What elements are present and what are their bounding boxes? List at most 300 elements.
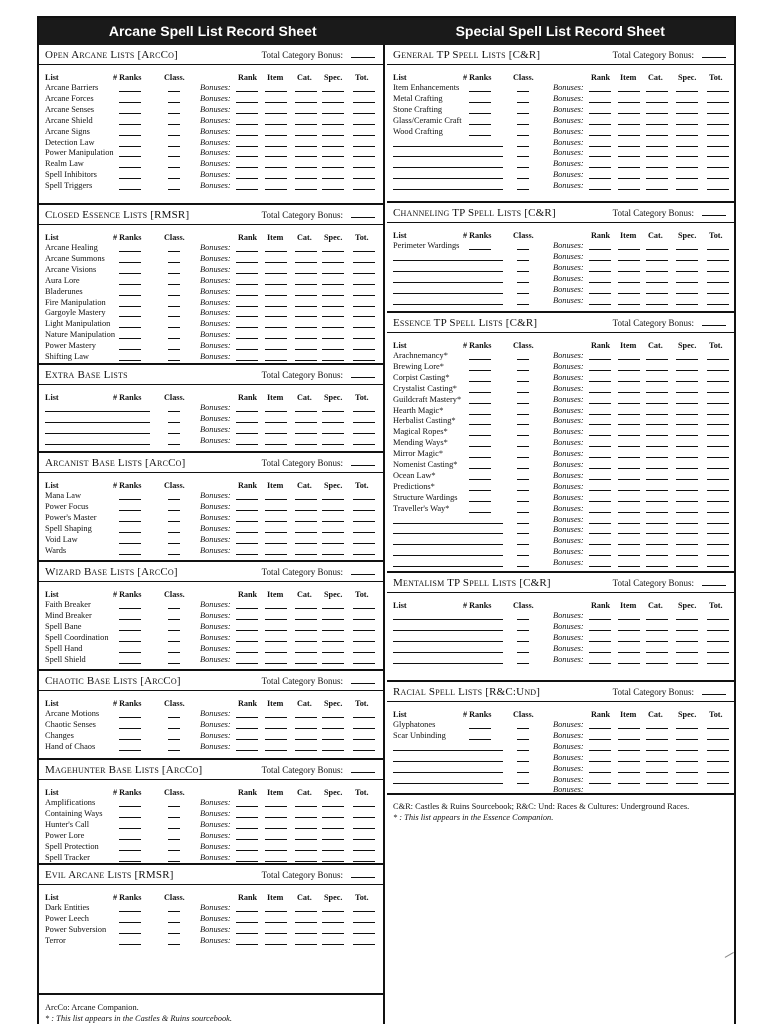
ranks-field[interactable] [469, 381, 491, 382]
cat-bonus-field[interactable] [295, 739, 317, 740]
spec-bonus-field[interactable] [322, 510, 344, 511]
cat-bonus-field[interactable] [295, 861, 317, 862]
class-field[interactable] [517, 135, 529, 136]
class-field[interactable] [517, 414, 529, 415]
item-bonus-field[interactable] [265, 944, 287, 945]
class-field[interactable] [168, 817, 180, 818]
ranks-field[interactable] [469, 772, 491, 773]
tot-bonus-field[interactable] [353, 933, 375, 934]
spec-bonus-field[interactable] [676, 501, 698, 502]
cat-bonus-field[interactable] [646, 479, 668, 480]
ranks-field[interactable] [119, 652, 141, 653]
rank-bonus-field[interactable] [589, 304, 611, 305]
item-bonus-field[interactable] [265, 630, 287, 631]
item-bonus-field[interactable] [618, 652, 640, 653]
item-bonus-field[interactable] [618, 304, 640, 305]
cat-bonus-field[interactable] [295, 433, 317, 434]
rank-bonus-field[interactable] [236, 124, 258, 125]
tot-bonus-field[interactable] [353, 532, 375, 533]
ranks-field[interactable] [119, 817, 141, 818]
rank-bonus-field[interactable] [236, 338, 258, 339]
tot-bonus-field[interactable] [353, 178, 375, 179]
ranks-field[interactable] [469, 490, 491, 491]
ranks-field[interactable] [469, 249, 491, 250]
cat-bonus-field[interactable] [646, 501, 668, 502]
tot-bonus-field[interactable] [707, 156, 729, 157]
tot-bonus-field[interactable] [707, 446, 729, 447]
total-category-bonus-field[interactable] [351, 465, 375, 466]
tot-bonus-field[interactable] [707, 178, 729, 179]
tot-bonus-field[interactable] [353, 251, 375, 252]
spec-bonus-field[interactable] [322, 750, 344, 751]
class-field[interactable] [168, 717, 180, 718]
total-category-bonus-field[interactable] [351, 57, 375, 58]
class-field[interactable] [517, 555, 529, 556]
class-field[interactable] [168, 630, 180, 631]
rank-bonus-field[interactable] [589, 424, 611, 425]
class-field[interactable] [168, 295, 180, 296]
rank-bonus-field[interactable] [236, 933, 258, 934]
tot-bonus-field[interactable] [707, 435, 729, 436]
ranks-field[interactable] [119, 273, 141, 274]
spec-bonus-field[interactable] [322, 828, 344, 829]
ranks-field[interactable] [119, 499, 141, 500]
spec-bonus-field[interactable] [676, 468, 698, 469]
ranks-field[interactable] [119, 839, 141, 840]
rank-bonus-field[interactable] [589, 739, 611, 740]
item-bonus-field[interactable] [265, 146, 287, 147]
ranks-field[interactable] [119, 360, 141, 361]
item-bonus-field[interactable] [265, 554, 287, 555]
spec-bonus-field[interactable] [322, 922, 344, 923]
spec-bonus-field[interactable] [322, 433, 344, 434]
class-field[interactable] [517, 772, 529, 773]
tot-bonus-field[interactable] [707, 370, 729, 371]
class-field[interactable] [517, 91, 529, 92]
cat-bonus-field[interactable] [295, 911, 317, 912]
ranks-field[interactable] [119, 554, 141, 555]
spec-bonus-field[interactable] [322, 543, 344, 544]
item-bonus-field[interactable] [265, 360, 287, 361]
spec-bonus-field[interactable] [322, 817, 344, 818]
item-bonus-field[interactable] [618, 641, 640, 642]
spec-bonus-field[interactable] [676, 555, 698, 556]
rank-bonus-field[interactable] [589, 135, 611, 136]
item-bonus-field[interactable] [618, 457, 640, 458]
spec-bonus-field[interactable] [676, 370, 698, 371]
item-bonus-field[interactable] [265, 444, 287, 445]
tot-bonus-field[interactable] [707, 146, 729, 147]
class-field[interactable] [168, 113, 180, 114]
spec-bonus-field[interactable] [676, 381, 698, 382]
item-bonus-field[interactable] [618, 293, 640, 294]
rank-bonus-field[interactable] [589, 282, 611, 283]
class-field[interactable] [168, 619, 180, 620]
tot-bonus-field[interactable] [353, 327, 375, 328]
class-field[interactable] [168, 316, 180, 317]
cat-bonus-field[interactable] [295, 306, 317, 307]
tot-bonus-field[interactable] [707, 652, 729, 653]
rank-bonus-field[interactable] [589, 772, 611, 773]
spec-bonus-field[interactable] [676, 793, 698, 794]
rank-bonus-field[interactable] [589, 490, 611, 491]
total-category-bonus-field[interactable] [702, 215, 726, 216]
tot-bonus-field[interactable] [353, 850, 375, 851]
cat-bonus-field[interactable] [646, 783, 668, 784]
spec-bonus-field[interactable] [322, 411, 344, 412]
class-field[interactable] [517, 663, 529, 664]
item-bonus-field[interactable] [265, 167, 287, 168]
item-bonus-field[interactable] [618, 146, 640, 147]
tot-bonus-field[interactable] [353, 652, 375, 653]
ranks-field[interactable] [119, 327, 141, 328]
rank-bonus-field[interactable] [589, 381, 611, 382]
ranks-field[interactable] [469, 156, 491, 157]
class-field[interactable] [517, 446, 529, 447]
class-field[interactable] [517, 113, 529, 114]
rank-bonus-field[interactable] [236, 433, 258, 434]
tot-bonus-field[interactable] [707, 663, 729, 664]
ranks-field[interactable] [469, 189, 491, 190]
cat-bonus-field[interactable] [646, 490, 668, 491]
item-bonus-field[interactable] [618, 630, 640, 631]
tot-bonus-field[interactable] [353, 641, 375, 642]
class-field[interactable] [168, 641, 180, 642]
spec-bonus-field[interactable] [322, 113, 344, 114]
rank-bonus-field[interactable] [589, 435, 611, 436]
spec-bonus-field[interactable] [322, 663, 344, 664]
class-field[interactable] [517, 490, 529, 491]
cat-bonus-field[interactable] [646, 750, 668, 751]
tot-bonus-field[interactable] [353, 156, 375, 157]
class-field[interactable] [517, 260, 529, 261]
ranks-field[interactable] [119, 284, 141, 285]
spec-bonus-field[interactable] [322, 91, 344, 92]
item-bonus-field[interactable] [265, 135, 287, 136]
spec-bonus-field[interactable] [322, 619, 344, 620]
item-bonus-field[interactable] [618, 435, 640, 436]
ranks-field[interactable] [119, 944, 141, 945]
class-field[interactable] [168, 178, 180, 179]
spec-bonus-field[interactable] [322, 944, 344, 945]
spec-bonus-field[interactable] [676, 566, 698, 567]
rank-bonus-field[interactable] [236, 739, 258, 740]
item-bonus-field[interactable] [265, 113, 287, 114]
rank-bonus-field[interactable] [589, 124, 611, 125]
cat-bonus-field[interactable] [646, 370, 668, 371]
cat-bonus-field[interactable] [646, 167, 668, 168]
cat-bonus-field[interactable] [295, 543, 317, 544]
class-field[interactable] [517, 619, 529, 620]
ranks-field[interactable] [469, 641, 491, 642]
tot-bonus-field[interactable] [707, 359, 729, 360]
class-field[interactable] [168, 327, 180, 328]
item-bonus-field[interactable] [265, 933, 287, 934]
class-field[interactable] [168, 338, 180, 339]
spec-bonus-field[interactable] [676, 739, 698, 740]
tot-bonus-field[interactable] [707, 630, 729, 631]
ranks-field[interactable] [119, 717, 141, 718]
rank-bonus-field[interactable] [589, 512, 611, 513]
cat-bonus-field[interactable] [295, 316, 317, 317]
item-bonus-field[interactable] [265, 817, 287, 818]
tot-bonus-field[interactable] [707, 728, 729, 729]
class-field[interactable] [517, 566, 529, 567]
rank-bonus-field[interactable] [236, 146, 258, 147]
rank-bonus-field[interactable] [589, 370, 611, 371]
rank-bonus-field[interactable] [236, 262, 258, 263]
item-bonus-field[interactable] [265, 124, 287, 125]
cat-bonus-field[interactable] [295, 146, 317, 147]
tot-bonus-field[interactable] [353, 306, 375, 307]
item-bonus-field[interactable] [265, 750, 287, 751]
class-field[interactable] [517, 178, 529, 179]
cat-bonus-field[interactable] [295, 124, 317, 125]
total-category-bonus-field[interactable] [351, 877, 375, 878]
spec-bonus-field[interactable] [676, 392, 698, 393]
spec-bonus-field[interactable] [676, 750, 698, 751]
spec-bonus-field[interactable] [676, 359, 698, 360]
ranks-field[interactable] [119, 663, 141, 664]
ranks-field[interactable] [119, 750, 141, 751]
tot-bonus-field[interactable] [707, 523, 729, 524]
rank-bonus-field[interactable] [589, 761, 611, 762]
cat-bonus-field[interactable] [646, 457, 668, 458]
ranks-field[interactable] [119, 850, 141, 851]
cat-bonus-field[interactable] [295, 262, 317, 263]
spec-bonus-field[interactable] [676, 457, 698, 458]
class-field[interactable] [517, 544, 529, 545]
tot-bonus-field[interactable] [353, 135, 375, 136]
rank-bonus-field[interactable] [236, 608, 258, 609]
tot-bonus-field[interactable] [707, 135, 729, 136]
cat-bonus-field[interactable] [646, 544, 668, 545]
rank-bonus-field[interactable] [236, 521, 258, 522]
rank-bonus-field[interactable] [236, 806, 258, 807]
item-bonus-field[interactable] [265, 156, 287, 157]
item-bonus-field[interactable] [265, 316, 287, 317]
cat-bonus-field[interactable] [295, 944, 317, 945]
cat-bonus-field[interactable] [646, 793, 668, 794]
rank-bonus-field[interactable] [236, 817, 258, 818]
rank-bonus-field[interactable] [589, 544, 611, 545]
tot-bonus-field[interactable] [353, 102, 375, 103]
rank-bonus-field[interactable] [236, 422, 258, 423]
spec-bonus-field[interactable] [676, 446, 698, 447]
tot-bonus-field[interactable] [707, 512, 729, 513]
spec-bonus-field[interactable] [322, 739, 344, 740]
spec-bonus-field[interactable] [676, 124, 698, 125]
cat-bonus-field[interactable] [646, 663, 668, 664]
ranks-field[interactable] [119, 411, 141, 412]
ranks-field[interactable] [119, 933, 141, 934]
cat-bonus-field[interactable] [295, 608, 317, 609]
class-field[interactable] [168, 360, 180, 361]
total-category-bonus-field[interactable] [702, 325, 726, 326]
item-bonus-field[interactable] [265, 499, 287, 500]
cat-bonus-field[interactable] [295, 411, 317, 412]
rank-bonus-field[interactable] [589, 359, 611, 360]
class-field[interactable] [168, 543, 180, 544]
tot-bonus-field[interactable] [707, 457, 729, 458]
spec-bonus-field[interactable] [322, 911, 344, 912]
item-bonus-field[interactable] [265, 510, 287, 511]
rank-bonus-field[interactable] [589, 113, 611, 114]
spec-bonus-field[interactable] [322, 630, 344, 631]
spec-bonus-field[interactable] [322, 178, 344, 179]
class-field[interactable] [517, 370, 529, 371]
cat-bonus-field[interactable] [646, 113, 668, 114]
rank-bonus-field[interactable] [589, 663, 611, 664]
rank-bonus-field[interactable] [589, 523, 611, 524]
spec-bonus-field[interactable] [322, 156, 344, 157]
item-bonus-field[interactable] [618, 189, 640, 190]
class-field[interactable] [168, 167, 180, 168]
tot-bonus-field[interactable] [707, 761, 729, 762]
tot-bonus-field[interactable] [353, 817, 375, 818]
ranks-field[interactable] [119, 102, 141, 103]
cat-bonus-field[interactable] [646, 523, 668, 524]
ranks-field[interactable] [119, 608, 141, 609]
ranks-field[interactable] [469, 533, 491, 534]
ranks-field[interactable] [469, 282, 491, 283]
rank-bonus-field[interactable] [589, 619, 611, 620]
tot-bonus-field[interactable] [353, 608, 375, 609]
rank-bonus-field[interactable] [236, 411, 258, 412]
rank-bonus-field[interactable] [236, 850, 258, 851]
item-bonus-field[interactable] [265, 349, 287, 350]
spec-bonus-field[interactable] [676, 271, 698, 272]
rank-bonus-field[interactable] [589, 189, 611, 190]
cat-bonus-field[interactable] [646, 282, 668, 283]
cat-bonus-field[interactable] [646, 652, 668, 653]
tot-bonus-field[interactable] [707, 271, 729, 272]
class-field[interactable] [168, 839, 180, 840]
spec-bonus-field[interactable] [322, 444, 344, 445]
ranks-field[interactable] [469, 566, 491, 567]
rank-bonus-field[interactable] [236, 532, 258, 533]
ranks-field[interactable] [119, 124, 141, 125]
cat-bonus-field[interactable] [295, 750, 317, 751]
tot-bonus-field[interactable] [707, 772, 729, 773]
item-bonus-field[interactable] [618, 512, 640, 513]
total-category-bonus-field[interactable] [351, 772, 375, 773]
rank-bonus-field[interactable] [236, 839, 258, 840]
rank-bonus-field[interactable] [236, 156, 258, 157]
cat-bonus-field[interactable] [646, 630, 668, 631]
tot-bonus-field[interactable] [353, 861, 375, 862]
cat-bonus-field[interactable] [646, 102, 668, 103]
ranks-field[interactable] [469, 271, 491, 272]
item-bonus-field[interactable] [265, 411, 287, 412]
tot-bonus-field[interactable] [707, 793, 729, 794]
cat-bonus-field[interactable] [646, 249, 668, 250]
spec-bonus-field[interactable] [322, 316, 344, 317]
item-bonus-field[interactable] [618, 533, 640, 534]
rank-bonus-field[interactable] [589, 271, 611, 272]
tot-bonus-field[interactable] [353, 167, 375, 168]
spec-bonus-field[interactable] [322, 360, 344, 361]
ranks-field[interactable] [119, 433, 141, 434]
ranks-field[interactable] [469, 293, 491, 294]
tot-bonus-field[interactable] [707, 260, 729, 261]
item-bonus-field[interactable] [265, 619, 287, 620]
tot-bonus-field[interactable] [707, 91, 729, 92]
spec-bonus-field[interactable] [676, 293, 698, 294]
tot-bonus-field[interactable] [707, 282, 729, 283]
item-bonus-field[interactable] [618, 544, 640, 545]
class-field[interactable] [168, 850, 180, 851]
cat-bonus-field[interactable] [295, 189, 317, 190]
item-bonus-field[interactable] [618, 424, 640, 425]
tot-bonus-field[interactable] [707, 424, 729, 425]
item-bonus-field[interactable] [618, 178, 640, 179]
class-field[interactable] [517, 479, 529, 480]
tot-bonus-field[interactable] [353, 739, 375, 740]
ranks-field[interactable] [469, 544, 491, 545]
cat-bonus-field[interactable] [646, 304, 668, 305]
class-field[interactable] [168, 922, 180, 923]
ranks-field[interactable] [119, 306, 141, 307]
spec-bonus-field[interactable] [676, 435, 698, 436]
ranks-field[interactable] [119, 295, 141, 296]
rank-bonus-field[interactable] [589, 91, 611, 92]
rank-bonus-field[interactable] [236, 728, 258, 729]
ranks-field[interactable] [469, 750, 491, 751]
class-field[interactable] [168, 499, 180, 500]
cat-bonus-field[interactable] [646, 739, 668, 740]
class-field[interactable] [168, 422, 180, 423]
ranks-field[interactable] [119, 641, 141, 642]
tot-bonus-field[interactable] [707, 102, 729, 103]
class-field[interactable] [168, 806, 180, 807]
ranks-field[interactable] [119, 728, 141, 729]
cat-bonus-field[interactable] [646, 91, 668, 92]
tot-bonus-field[interactable] [353, 499, 375, 500]
spec-bonus-field[interactable] [676, 167, 698, 168]
tot-bonus-field[interactable] [707, 403, 729, 404]
ranks-field[interactable] [119, 251, 141, 252]
spec-bonus-field[interactable] [322, 861, 344, 862]
cat-bonus-field[interactable] [295, 295, 317, 296]
spec-bonus-field[interactable] [322, 532, 344, 533]
cat-bonus-field[interactable] [295, 338, 317, 339]
spec-bonus-field[interactable] [322, 349, 344, 350]
rank-bonus-field[interactable] [589, 403, 611, 404]
rank-bonus-field[interactable] [589, 501, 611, 502]
cat-bonus-field[interactable] [295, 922, 317, 923]
tot-bonus-field[interactable] [707, 124, 729, 125]
tot-bonus-field[interactable] [353, 273, 375, 274]
tot-bonus-field[interactable] [353, 828, 375, 829]
total-category-bonus-field[interactable] [351, 683, 375, 684]
tot-bonus-field[interactable] [707, 739, 729, 740]
cat-bonus-field[interactable] [646, 468, 668, 469]
rank-bonus-field[interactable] [589, 641, 611, 642]
rank-bonus-field[interactable] [236, 510, 258, 511]
class-field[interactable] [517, 512, 529, 513]
rank-bonus-field[interactable] [589, 156, 611, 157]
item-bonus-field[interactable] [265, 850, 287, 851]
cat-bonus-field[interactable] [295, 91, 317, 92]
spec-bonus-field[interactable] [676, 91, 698, 92]
cat-bonus-field[interactable] [646, 435, 668, 436]
spec-bonus-field[interactable] [322, 327, 344, 328]
cat-bonus-field[interactable] [646, 293, 668, 294]
tot-bonus-field[interactable] [707, 750, 729, 751]
cat-bonus-field[interactable] [295, 663, 317, 664]
spec-bonus-field[interactable] [322, 251, 344, 252]
